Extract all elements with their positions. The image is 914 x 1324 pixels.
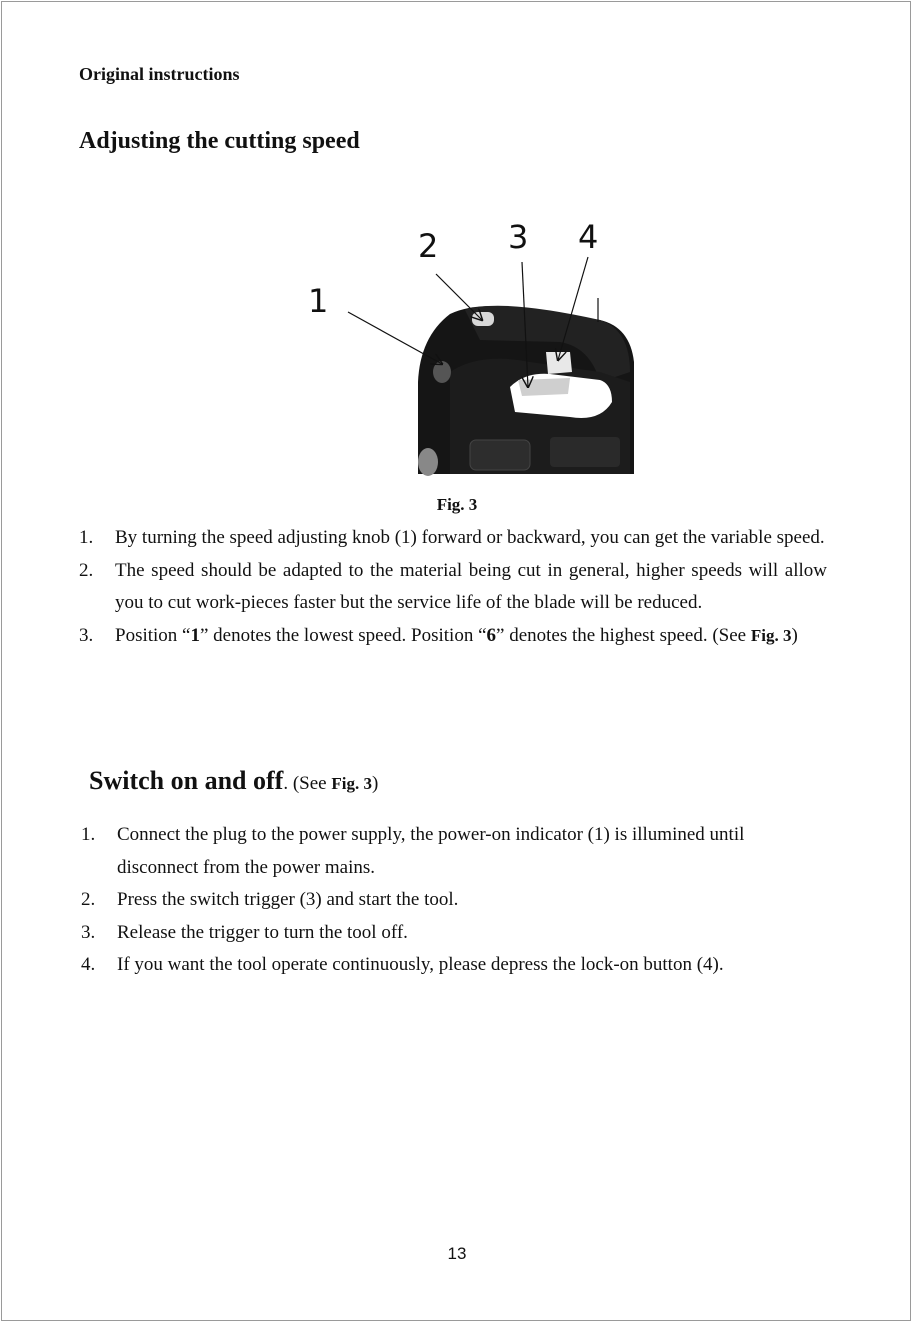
switch-title-text: Switch on and off: [89, 766, 284, 795]
item-text: Connect the plug to the power supply, the power-on indicator (1) is illumined until disconnect from the power mains.: [117, 824, 745, 878]
item-number: 2.: [81, 889, 96, 910]
list-item: [81, 949, 829, 982]
tool-handle-illustration: [300, 212, 640, 482]
figure-reference: Fig. 3: [331, 774, 372, 793]
switch-title-suffix: . (See: [283, 773, 332, 794]
page-number: 13: [447, 1244, 467, 1263]
item-number: 2.: [79, 559, 94, 581]
list-item: [79, 522, 827, 555]
position-lowest: 1: [190, 624, 200, 646]
list-item: [81, 819, 829, 884]
switch-title-close: ): [371, 773, 379, 794]
figure-label-4: 4: [578, 218, 599, 256]
section-title-switch: [89, 766, 378, 796]
item-number: 4.: [81, 954, 96, 975]
item-number: 3.: [79, 624, 94, 646]
figure-label-1: 1: [308, 282, 329, 320]
item-number: 3.: [81, 921, 96, 943]
page-border: [1, 1, 911, 1321]
section-title-cutting-speed: Adjusting the cutting speed: [79, 128, 360, 154]
item-text-part: ): [791, 624, 798, 646]
item-text: If you want the tool operate continuously, please depress the lock-on button (4).: [117, 954, 724, 975]
item-number: 1.: [79, 527, 94, 548]
item-number: 1.: [81, 824, 96, 845]
list-item: [81, 917, 829, 950]
item-text: Press the switch trigger (3) and start the tool.: [117, 889, 459, 910]
speed-instructions-list: [79, 522, 827, 652]
running-header: Original instructions: [79, 64, 240, 84]
item-text: The speed should be adapted to the material being cut in general, higher speeds will allow you to cut work-pieces faster but the service life of the blade will be reduced.: [115, 559, 827, 613]
position-highest: 6: [486, 624, 497, 646]
figure-label-3: 3: [508, 218, 529, 256]
switch-instructions-list: [81, 819, 829, 982]
figure-caption: Fig. 3: [436, 495, 478, 514]
list-item: [79, 555, 827, 620]
item-text: Release the trigger to turn the tool off.: [117, 921, 408, 943]
item-text-part: ” denotes the highest speed. (See: [496, 624, 751, 646]
figure-reference: Fig. 3: [750, 625, 792, 645]
list-item: [79, 620, 827, 653]
item-text-part: ” denotes the lowest speed. Position “: [199, 624, 487, 646]
list-item: [81, 884, 829, 917]
item-text-part: Position “: [115, 624, 191, 646]
item-text: By turning the speed adjusting knob (1) forward or backward, you can get the variable speed.: [115, 527, 825, 548]
figure-label-2: 2: [418, 227, 439, 265]
